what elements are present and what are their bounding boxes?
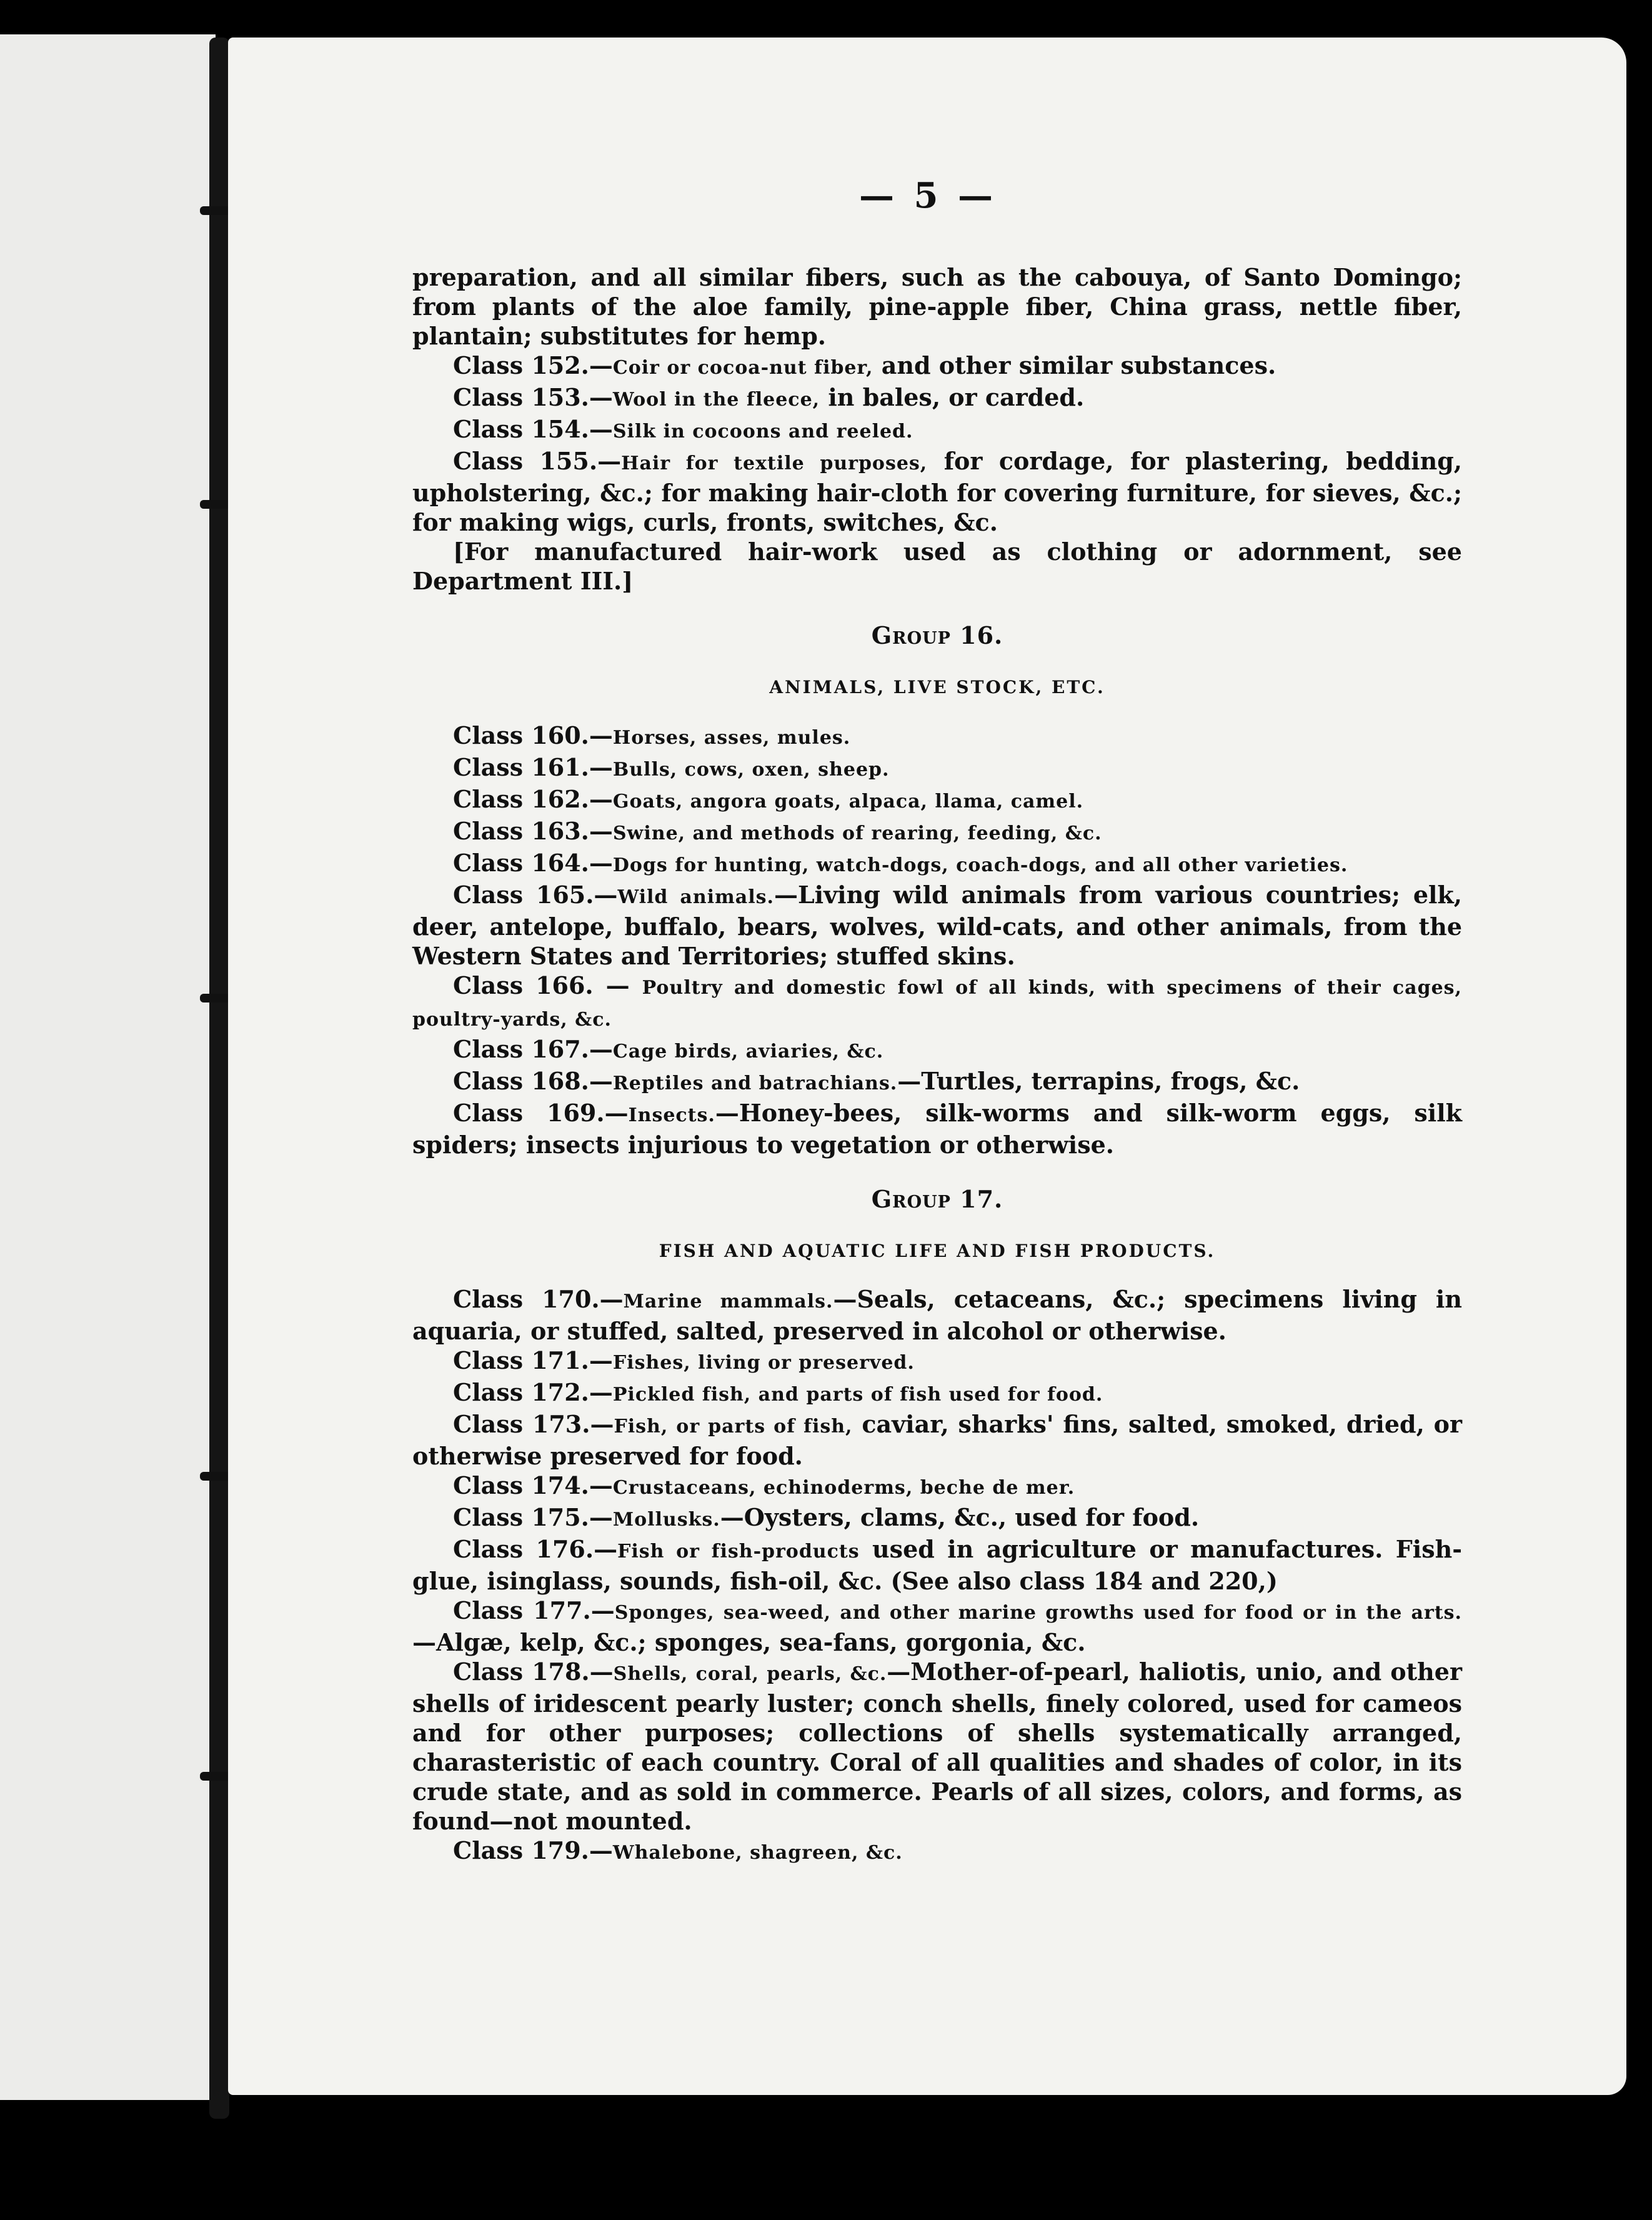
class-entry	[412, 446, 1462, 537]
group-16-subtitle: ANIMALS, LIVE STOCK, ETC.	[769, 677, 1105, 698]
class-title: Fish, or parts of fish,	[614, 1416, 853, 1438]
class-description: —Honey-bees, silk-worms and silk-worm eggs, silk spiders; insects injurious to vegetation or otherwise.	[412, 1099, 1462, 1159]
class-entry	[412, 382, 1462, 414]
class-title: Marine mammals.	[623, 1291, 833, 1312]
class-label: Class 153.—	[453, 383, 613, 411]
class-description: used in agriculture or manufactures. Fish-glue, isinglass, sounds, fish-oil, &c. (See also class 184 and 220,)	[412, 1535, 1463, 1595]
class-title: Hair for textile purposes,	[621, 452, 928, 474]
class-list-fish	[412, 1284, 1462, 1868]
class-title: Dogs for hunting, watch-dogs, coach-dogs, and all other varieties.	[612, 854, 1348, 876]
class-label: Class 163.—	[453, 817, 613, 845]
class-description: —Oysters, clams, &c., used for food.	[720, 1503, 1200, 1531]
class-entry	[412, 1409, 1462, 1471]
class-label: Class 176.—	[453, 1535, 618, 1563]
class-entry	[412, 971, 1462, 1034]
group-17-title: Group 17.	[871, 1185, 1003, 1213]
class-label: Class 174.—	[453, 1471, 613, 1499]
class-description: in bales, or carded.	[820, 383, 1085, 411]
class-entry	[412, 1657, 1462, 1836]
class-label: Class 161.—	[453, 753, 613, 781]
class-label: Class 170.—	[453, 1285, 624, 1313]
class-description: —Turtles, terrapins, frogs, &c.	[897, 1067, 1300, 1095]
class-label: Class 155.—	[453, 447, 622, 475]
class-entry	[412, 1471, 1462, 1502]
class-label: Class 160.—	[453, 721, 613, 749]
class-title: Pickled fish, and parts of fish used for food.	[612, 1384, 1103, 1406]
facing-page-edge	[0, 34, 216, 2100]
book-spine	[209, 38, 229, 2119]
class-entry	[412, 1534, 1462, 1596]
class-entry	[412, 1066, 1462, 1098]
page-number: — 5 —	[859, 175, 997, 216]
group-16-title: Group 16.	[871, 621, 1003, 649]
class-title: Wild animals.	[617, 886, 774, 908]
class-entry	[412, 784, 1462, 816]
class-entry	[412, 848, 1462, 880]
class-title: Wool in the fleece,	[612, 389, 820, 411]
class-label: Class 154.—	[453, 415, 613, 443]
class-title: Crustaceans, echinoderms, beche de mer.	[612, 1477, 1075, 1499]
intro-paragraph: preparation, and all similar fibers, such as the cabouya, of Santo Domingo; from plants of the aloe family, pine-apple fiber, China grass, nettle fiber, plantain; substitutes for hemp.	[412, 263, 1462, 350]
group-17-subtitle: FISH AND AQUATIC LIFE AND FISH PRODUCTS.	[659, 1241, 1216, 1261]
class-label: Class 166. —	[453, 971, 642, 999]
class-entry	[412, 752, 1462, 784]
class-description: —Living wild animals from various countries; elk, deer, antelope, buffalo, bears, wolves, wild-cats, and other animals, from the Western States and Territories; stuffed skins.	[412, 881, 1462, 970]
class-entry	[412, 1378, 1462, 1409]
class-label: Class 165.—	[453, 881, 618, 909]
class-title: Whalebone, shagreen, &c.	[612, 1842, 903, 1864]
class-label: Class 178.—	[453, 1658, 614, 1686]
class-title: Bulls, cows, oxen, sheep.	[612, 759, 890, 781]
class-entry	[412, 1098, 1462, 1159]
class-list-fibers	[412, 351, 1462, 537]
class-title: Cage birds, aviaries, &c.	[612, 1041, 884, 1062]
class-entry	[412, 1502, 1462, 1534]
class-entry	[412, 816, 1462, 848]
class-entry	[412, 1836, 1462, 1868]
class-label: Class 173.—	[453, 1410, 614, 1438]
class-title: Shells, coral, pearls, &c.	[613, 1663, 887, 1685]
class-list-animals	[412, 721, 1462, 1159]
class-description: caviar, sharks' fins, salted, smoked, dried, or otherwise preserved for food.	[412, 1410, 1463, 1470]
class-entry	[412, 1596, 1462, 1657]
class-title: Fishes, living or preserved.	[612, 1352, 915, 1374]
class-label: Class 179.—	[453, 1836, 613, 1864]
class-title: Swine, and methods of rearing, feeding, &c.	[612, 822, 1102, 844]
class-entry	[412, 880, 1462, 971]
class-label: Class 169.—	[453, 1099, 629, 1127]
class-title: Horses, asses, mules.	[612, 727, 851, 749]
class-label: Class 168.—	[453, 1067, 613, 1095]
class-title: Poultry and domestic fowl of all kinds, with specimens of their cages, poultry-yards, &c.	[412, 977, 1463, 1031]
class-description: for cordage, for plastering, bedding, upholstering, &c.; for making hair-cloth for covering furniture, for sieves, &c.; for making wigs, curls, fronts, switches, &c.	[412, 447, 1462, 536]
class-label: Class 152.—	[453, 351, 613, 379]
class-entry	[412, 1346, 1462, 1378]
class-entry	[412, 351, 1462, 382]
class-entry	[412, 721, 1462, 752]
class-description: —Algæ, kelp, &c.; sponges, sea-fans, gorgonia, &c.	[412, 1628, 1086, 1656]
class-label: Class 171.—	[453, 1346, 613, 1374]
class-title: Coir or cocoa-nut fiber,	[612, 357, 873, 379]
class-label: Class 164.—	[453, 849, 613, 877]
class-label: Class 175.—	[453, 1503, 613, 1531]
class-title: Silk in cocoons and reeled.	[612, 421, 913, 442]
page-content	[412, 262, 1462, 1868]
class-label: Class 172.—	[453, 1378, 613, 1406]
class-description: —Seals, cetaceans, &c.; specimens living in aquaria, or stuffed, salted, preserved in alcohol or otherwise.	[412, 1285, 1462, 1345]
class-label: Class 162.—	[453, 785, 613, 813]
class-title: Sponges, sea-weed, and other marine growths used for food or in the arts.	[614, 1602, 1462, 1624]
class-title: Mollusks.	[612, 1509, 720, 1531]
class-title: Goats, angora goats, alpaca, llama, camel.	[612, 791, 1084, 812]
class-description: and other similar substances.	[873, 351, 1276, 379]
class-title: Reptiles and batrachians.	[612, 1072, 898, 1094]
class-entry	[412, 414, 1462, 446]
class-description: —Mother-of-pearl, haliotis, unio, and other shells of iridescent pearly luster; conch shells, finely colored, used for cameos and for other purposes; collections of shells systematically arranged, charasteristic of each country. Coral of all qualities and shades of color, in its crude state, and as sold in commerce. Pearls of all sizes, colors, and forms, as found—not mounted.	[412, 1658, 1462, 1835]
class-entry	[412, 1284, 1462, 1346]
class-title: Fish or fish-products	[617, 1541, 860, 1562]
class-entry	[412, 1034, 1462, 1066]
class-label: Class 177.—	[453, 1596, 615, 1624]
class-label: Class 167.—	[453, 1035, 613, 1063]
class-title: Insects.	[628, 1104, 715, 1126]
department-note: [For manufactured hair-work used as clothing or adornment, see Department III.]	[412, 538, 1462, 595]
